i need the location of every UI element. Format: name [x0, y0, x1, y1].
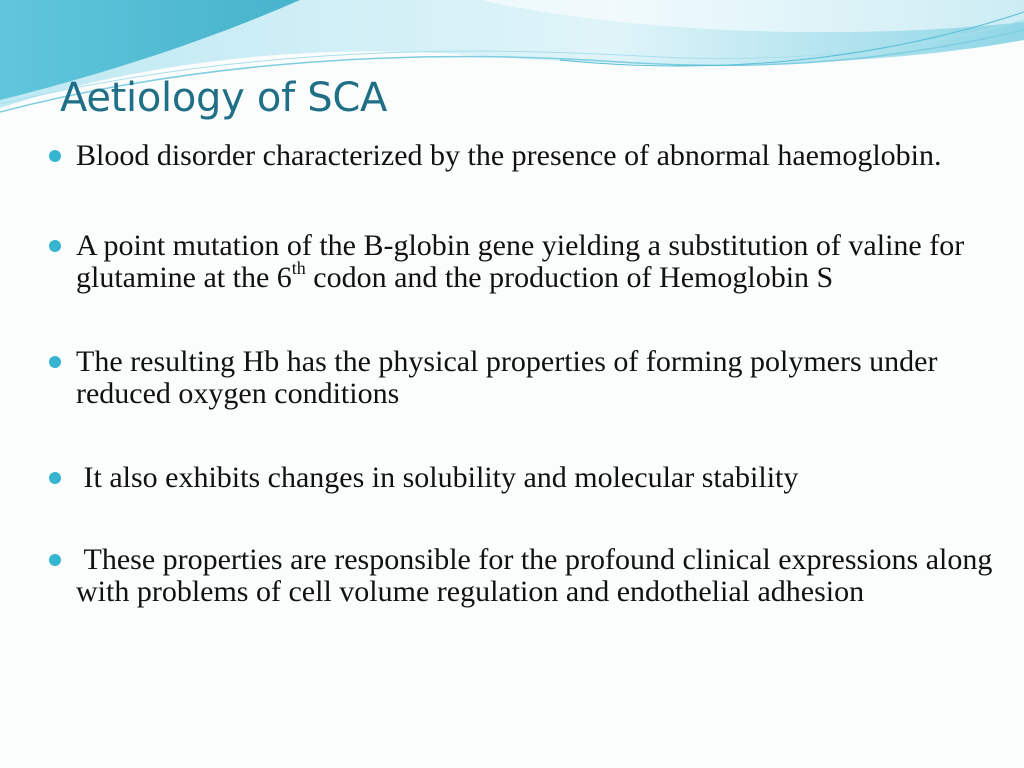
slide-title: Aetiology of SCA: [60, 75, 388, 121]
bullet-dot-icon: [49, 356, 61, 368]
bullet-dot-icon: [49, 150, 61, 162]
bullet-text: The resulting Hb has the physical properties of forming polymers under reduced oxygen conditions: [76, 345, 938, 410]
bullet-text: These properties are responsible for the profound clinical expressions along with problems of cell volume regulation and endothelial adhesion: [76, 543, 1000, 608]
bullet-text: Blood disorder characterized by the presence of abnormal haemoglobin.: [76, 139, 942, 172]
bullet-dot-icon: [49, 240, 61, 252]
bullet-item: [44, 462, 1012, 494]
bullet-list: [44, 140, 1012, 608]
bullet-dot-icon: [49, 472, 61, 484]
bullet-text: A point mutation of the B-globin gene yielding a substitution of valine for glutamine at the 6: [76, 229, 965, 294]
bullet-text: It also exhibits changes in solubility and molecular stability: [76, 461, 799, 494]
bullet-text-continued: codon and the production of Hemoglobin S: [305, 261, 834, 294]
bullet-item: [44, 346, 1012, 410]
bullet-superscript: th: [291, 258, 306, 278]
bullet-dot-icon: [49, 554, 61, 566]
bullet-item: [44, 230, 1012, 294]
bullet-item: [44, 544, 1012, 608]
bullet-item: [44, 140, 1012, 172]
